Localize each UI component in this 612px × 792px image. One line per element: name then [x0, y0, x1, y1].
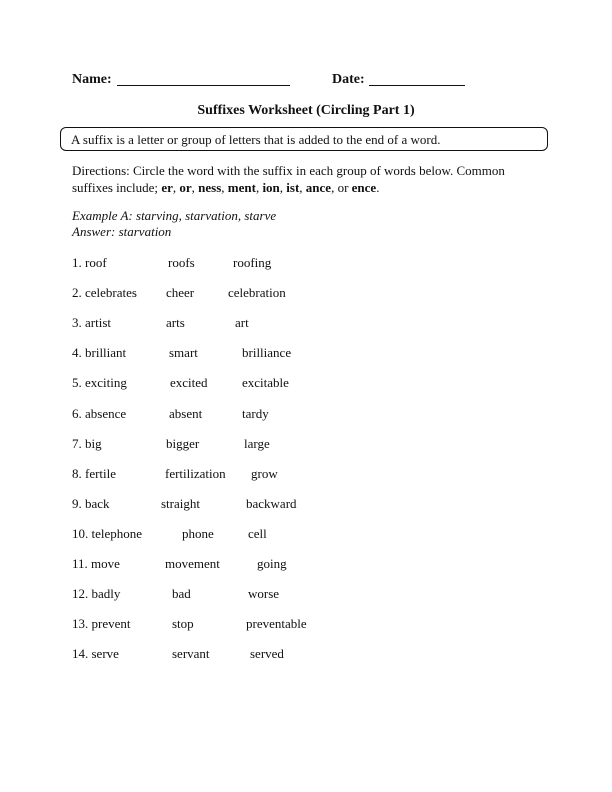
word-option[interactable]: 6. absence — [72, 405, 127, 421]
word-option[interactable]: arts — [166, 315, 185, 331]
word-option[interactable]: 9. back — [72, 495, 110, 511]
date-label: Date: — [332, 72, 365, 87]
word-option[interactable]: 3. artist — [72, 315, 111, 331]
word-group-row — [0, 616, 612, 634]
word-group-row — [0, 315, 612, 333]
word-option[interactable]: 13. prevent — [72, 616, 131, 632]
word-option[interactable]: smart — [169, 345, 198, 361]
suffix-ness: ness — [198, 180, 222, 195]
directions-text: Directions: Circle the word with the suffix in each group of words below. Common suffixes include; — [72, 163, 505, 195]
word-group-row — [0, 466, 612, 484]
suffix-ence: ence — [351, 180, 377, 195]
word-option[interactable]: excited — [170, 375, 208, 391]
word-option[interactable]: bad — [172, 586, 191, 602]
suffix-ance: ance — [305, 180, 332, 195]
word-option[interactable]: preventable — [246, 616, 307, 632]
word-option[interactable]: 8. fertile — [72, 465, 117, 481]
word-option[interactable]: 1. roof — [72, 255, 107, 270]
word-option[interactable]: 4. brilliant — [72, 345, 127, 361]
word-option[interactable]: 12. badly — [72, 586, 121, 602]
word-option[interactable]: celebration — [228, 285, 286, 301]
word-option[interactable]: fertilization — [165, 465, 226, 481]
example-block — [72, 208, 276, 240]
word-option[interactable]: roofs — [168, 255, 195, 270]
word-option[interactable]: stop — [172, 616, 194, 632]
word-option[interactable]: 2. celebrates — [72, 285, 137, 301]
word-option[interactable]: large — [244, 435, 270, 451]
word-option[interactable]: phone — [182, 525, 214, 541]
word-option[interactable]: 10. telephone — [72, 525, 143, 541]
example-answer: Answer: starvation — [72, 224, 172, 239]
word-option[interactable]: grow — [251, 465, 278, 481]
definition-box — [60, 127, 548, 151]
word-option[interactable]: bigger — [166, 435, 200, 451]
word-group-row — [0, 556, 612, 574]
directions — [72, 162, 542, 196]
word-group-row — [0, 496, 612, 514]
word-option[interactable]: tardy — [242, 405, 269, 421]
suffix-list: er, or, ness, ment, ion, ist, ance, or ence. — [161, 180, 380, 195]
suffix-ist: ist — [286, 180, 300, 195]
word-option[interactable]: 14. serve — [72, 646, 119, 662]
name-label: Name: — [72, 72, 112, 87]
word-group-row — [0, 586, 612, 604]
definition-text: A suffix is a letter or group of letters that is added to the end of a word. — [71, 132, 441, 147]
word-option[interactable]: backward — [246, 495, 297, 511]
word-option[interactable]: servant — [172, 646, 210, 662]
word-group-row — [0, 646, 612, 664]
word-option[interactable]: worse — [248, 586, 280, 602]
word-option[interactable]: movement — [165, 556, 220, 571]
word-group-row — [0, 406, 612, 424]
name-blank-line — [117, 85, 290, 86]
word-option[interactable]: cheer — [166, 285, 195, 301]
word-option[interactable]: brilliance — [242, 345, 292, 361]
word-option[interactable]: cell — [248, 525, 267, 541]
word-group-row — [0, 436, 612, 454]
word-option[interactable]: excitable — [242, 375, 289, 391]
word-group-row — [0, 526, 612, 544]
word-group-row — [0, 345, 612, 363]
example-prompt: Example A: starving, starvation, starve — [72, 208, 277, 223]
word-option[interactable]: absent — [169, 405, 203, 421]
date-blank-line — [369, 85, 465, 86]
suffix-ment: ment — [227, 180, 256, 195]
worksheet-title: Suffixes Worksheet (Circling Part 1) — [197, 103, 415, 118]
word-group-row — [0, 285, 612, 303]
word-option[interactable]: 5. exciting — [72, 375, 127, 391]
suffix-or: or — [179, 180, 192, 195]
word-group-row — [0, 255, 612, 273]
word-option[interactable]: going — [257, 556, 287, 571]
suffix-ion: ion — [262, 180, 280, 195]
word-option[interactable]: 11. move — [72, 556, 120, 571]
or-word: or — [337, 180, 352, 195]
word-option[interactable]: roofing — [233, 255, 272, 270]
suffix-er: er — [161, 180, 173, 195]
word-group-row — [0, 375, 612, 393]
word-option[interactable]: 7. big — [72, 435, 102, 451]
word-option[interactable]: served — [250, 646, 284, 662]
word-option[interactable]: art — [235, 315, 249, 331]
word-option[interactable]: straight — [161, 495, 200, 511]
